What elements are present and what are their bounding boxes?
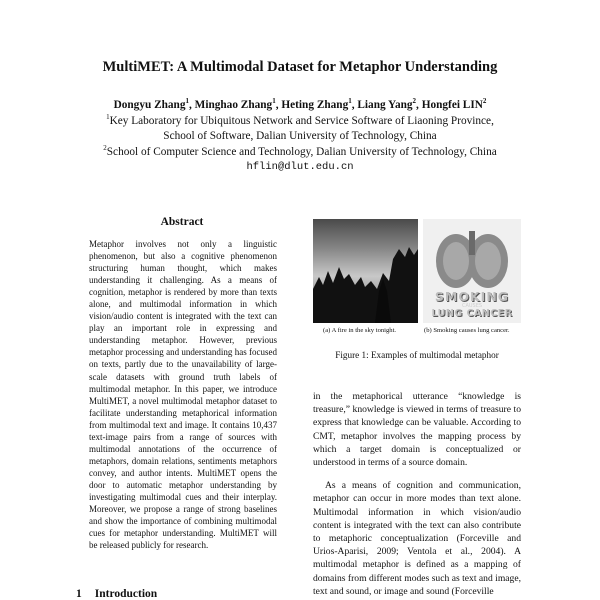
image-word-lung-cancer: LUNG CANCER: [431, 308, 513, 319]
figure-image-smoking: [423, 219, 521, 323]
author-name: Heting Zhang: [281, 99, 349, 111]
author-separator: ,: [351, 99, 358, 111]
body-text-right-column: [313, 390, 521, 598]
tree-silhouette-graphic: [313, 219, 418, 323]
image-word-causes: CAUSES: [461, 303, 483, 309]
affiliation-2: [0, 145, 600, 161]
subfigure-caption-b: (b) Smoking causes lung cancer.: [424, 327, 510, 334]
affiliation-mark: 2: [482, 97, 487, 106]
affiliation-mark: 2: [412, 97, 417, 106]
section-number: 1: [76, 588, 82, 600]
paper-title: MultiMET: A Multimodal Dataset for Metaphor Understanding: [102, 59, 498, 75]
affiliation-text: School of Computer Science and Technology, Dalian University of Technology, China: [106, 145, 497, 158]
abstract-heading: Abstract: [160, 216, 204, 228]
subfigure-caption-a: (a) A fire in the sky tonight.: [323, 327, 397, 334]
author-name: Hongfei LIN: [421, 99, 483, 111]
affiliation-mark: 1: [272, 97, 276, 106]
author-email: hflin@dlut.edu.cn: [246, 161, 354, 174]
author-separator: ,: [189, 99, 195, 111]
body-paragraph: As a means of cognition and communication, metaphor can occur in more modes than text alone. Multimodal information in which vision/audio content is integrated with the text can also contribute to metaphoric conceptualization (Forceville and Urios-Aparisi, 2009; Ventola et al., 2004). A multimodal metaphor is defined as a mapping of domains from different modes such as text and image, text and sound, or image and sound (Forceville: [313, 480, 521, 597]
author-block: [0, 98, 600, 176]
affiliation-text: Key Laboratory for Ubiquitous Network and Service Software of Liaoning Province,: [109, 114, 494, 127]
affiliation-mark: 1: [106, 112, 110, 121]
figure-image-fire-sky: [313, 219, 418, 323]
author-names: [0, 98, 600, 114]
affiliation-mark: 2: [103, 144, 107, 153]
author-name: Dongyu Zhang: [113, 99, 186, 111]
affiliation-mark: 1: [185, 97, 189, 106]
abstract-text: Metaphor involves not only a linguistic phenomenon, but also a cognitive phenomenon structuring human thought, which makes understanding it challenging. As a means of cognition, metaphor is rendered by more than texts alone, and multimodal information in which vision/audio content is integrated with the text can play an important role in expressing and understanding metaphor. However, previous metaphor processing and understanding has focused on texts, partly due to the unavailability of large-scale datasets with ground truth labels of multimodal metaphor. In this paper, we introduce MultiMET, a novel multimodal metaphor dataset to facilitate understanding metaphorical information from multimodal text and image. It contains 10,437 text-image pairs from a range of sources with multimodal annotations of the occurrence of metaphors, domain relations, sentiments metaphors convey, and author intents. MultiMET opens the door to automatic metaphor understanding by investigating multimodal cues and their interplay. Moreover, we propose a range of strong baselines and show the importance of combining multimodal cues for metaphor understanding. MultiMET will be released publicly for research.: [89, 239, 277, 551]
author-separator: ,: [416, 99, 422, 111]
figure-caption: Figure 1: Examples of multimodal metaphor: [335, 350, 499, 360]
author-name: Minghao Zhang: [194, 99, 273, 111]
affiliation-1-line2: School of Software, Dalian University of Technology, China: [163, 130, 437, 143]
affiliation-mark: 1: [348, 97, 352, 106]
section-title: Introduction: [94, 588, 158, 600]
body-paragraph: in the metaphorical utterance “knowledge is treasure,” knowledge is viewed in terms of treasure to express that knowledge can be valuable. According to CMT, metaphor involves the mapping process by which a target domain is conceptualized or understood in terms of a source domain.: [313, 391, 521, 469]
affiliation-1: [0, 114, 600, 130]
author-separator: ,: [275, 99, 282, 111]
section-heading: [76, 588, 157, 600]
image-word-smoking: SMOKING: [434, 289, 510, 304]
author-name: Liang Yang: [357, 99, 413, 111]
